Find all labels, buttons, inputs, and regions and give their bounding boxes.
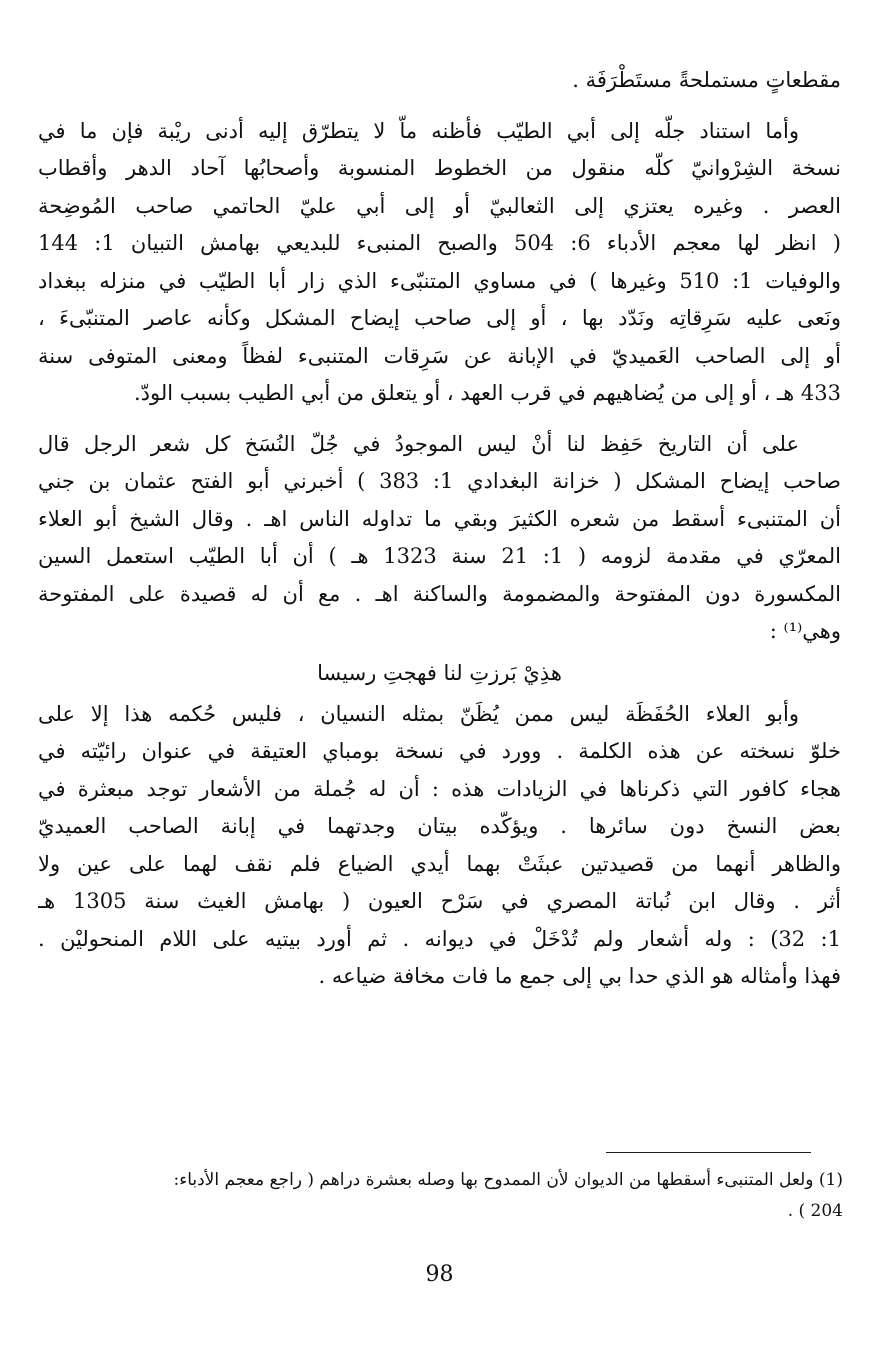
text-line: وأما استناد جلّه إلى أبي الطيّب فأظنه ماّ لا يتطرّق إليه أدنى ريْبة فإن ما في [38, 118, 799, 143]
text-line: والظاهر أنهما من قصيدتين عبثَتْ بهما أيدي الضياع فلم نقف لهما على عين ولا [38, 851, 841, 876]
footnote-line: (1) ولعل المتنبىء أسقطها من الديوان لأن الممدوح بها وصله بعشرة دراهم ( راجع معجم الأدباء: [173, 1170, 843, 1190]
text-line: أن المتنبىء أسقط من شعره الكثيرَ وبقي ما تداوله الناس اهـ . وقال الشيخ أبو العلاء [38, 506, 841, 531]
text-line: ( انظر لها معجم الأدباء 6: 504 والصبح المنبىء للبديعي بهامش التبيان 1: 144 [38, 231, 841, 255]
text-line: 1: 32) : وله أشعار ولم تُدْخَلْ في ديوانه . ثم أورد بيتيه على اللام المنحوليْن . [38, 926, 841, 951]
page-body [38, 62, 841, 996]
paragraph-gap [38, 413, 841, 426]
text-line: العصر . وغيره يعتزي إلى الثعالبيّ أو إلى أبي عليّ الحاتمي صاحب المُوضِحة [38, 193, 841, 218]
text-line: وأبو العلاء الحُفَظَة ليس ممن يُظَنّ بمثله النسيان ، فليس حُكمه هذا إلا على [38, 701, 799, 726]
verse-line: هذِيْ بَرزتِ لنا فهجتِ رسيسا [317, 660, 562, 685]
paragraph-intro-tail [38, 62, 841, 100]
text-line: بعض النسخ دون سائرها . ويؤكّده بيتان وجدتهما في إبانة الصاحب العميديّ [38, 814, 841, 838]
text-line: ونَعى عليه سَرِقاتِه ونَدّد بها ، أو إلى صاحب إيضاح المشكل وكأنه عاصر المتنبّىءَ ، [38, 306, 841, 330]
text-line: على أن التاريخ حَفِظ لنا أنْ ليس الموجودُ في جُلّ النُسَخ كل شعر الرجل قال [38, 431, 799, 456]
paragraph-history [38, 426, 841, 651]
text-line: خلوّ نسخته عن هذه الكلمة . وورد في نسخة بومباي العتيقة في عنوان رائيّته في [38, 739, 841, 763]
text-line: نسخة الشِرْوانيّ كلّه منقول من الخطوط المنسوبة وأصحابُها آحاد الدهر وأقطاب [38, 156, 841, 180]
paragraph-abu-alala [38, 696, 841, 996]
page-number: 98 [425, 1262, 454, 1287]
text-line: 433 هـ ، أو إلى من يُضاهيهم في قرب العهد ، أو يتعلق من أبي الطيب بسبب الودّ. [133, 381, 841, 405]
text-line: صاحب إيضاح المشكل ( خزانة البغدادي 1: 383 ) أخبرني أبو الفتح عثمان بن جني [38, 469, 841, 493]
text-line: أثر . وقال ابن نُباتة المصري في سَرْح العيون ( بهامش الغيث سنة 1305 هـ [38, 889, 841, 913]
text-line: أو إلى الصاحب العَميديّ في الإبانة عن سَرِقات المتنبىء لفظاً ومعنى المتوفى سنة [38, 343, 841, 368]
paragraph-attribution [38, 113, 841, 413]
text-line: مقطعاتٍ مستملحةً مستَطْرَفَة . [572, 68, 841, 92]
footnote-line: 204 ) . [787, 1201, 843, 1221]
paragraph-gap [38, 100, 841, 113]
footnote [38, 1165, 843, 1227]
text-line: هجاء كافور التي ذكرناها في الزيادات هذه : أن له جُملة من الأشعار توجد مبعثرة في [38, 776, 841, 801]
text-line: وهي⁽¹⁾ : [769, 619, 841, 643]
text-line: والوفيات 1: 510 وغيرها ) في مساوي المتنبّىء الذي زار أبا الطيّب في منزله ببغداد [38, 268, 841, 293]
text-line: المعرّي في مقدمة لزومه ( 1: 21 سنة 1323 هـ ) أن أبا الطيّب استعمل السين [38, 544, 841, 568]
text-line: المكسورة دون المفتوحة والمضمومة والساكنة اهـ . مع أن له قصيدة على المفتوحة [38, 581, 841, 606]
footnote-separator [606, 1152, 811, 1153]
text-line: فهذا وأمثاله هو الذي حدا بي إلى جمع ما فات مخافة ضياعه . [318, 964, 841, 988]
